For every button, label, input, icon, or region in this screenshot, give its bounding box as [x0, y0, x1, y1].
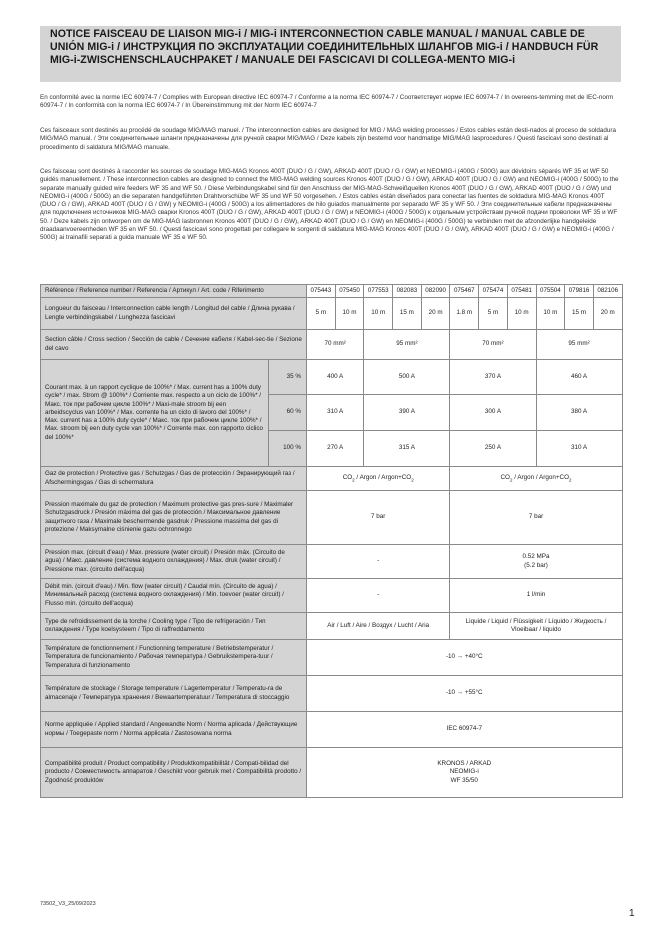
length-cell: 10 m: [364, 298, 393, 330]
compat-label: Compatibilité produit / Product compatibility / Produktkompatibilität / Compati-bilidad del producto / Совместимость аппаратов / Geschikt voor gebruik met / Compatibilità prodotto / Zgodność produktów: [41, 748, 307, 798]
length-cell: 10 m: [536, 298, 565, 330]
length-row: [41, 298, 623, 330]
length-cell: 5 m: [307, 298, 336, 330]
cooling-label: Type de refroidissement de la torche / Cooling type / Tipo de refrigeración / Тип охлаждения / Type koelsysteem / Tipo di raffreddamento: [41, 613, 307, 640]
current-cell: 390 A: [364, 395, 450, 431]
connection-paragraph: Ces faisceau sont destinés à raccorder les sources de soudage MIG-MAG Kronos 400T (DUO / G / GW), ARKAD 400T (DUO / G / GW) et NEOMIG-i (400G / 500G) aux dévidoirs séparés WF 35 et WF 50 guidés manuellement. / These interconnection cables are designed to connect the MIG-MAG welding sources Kronos 400T (DUO / G / GW), ARKAD 400T (DUO / G / GW) and NEOMIG-i (400G / 500G) to the separate manually guided wire feeders WF 35 and WF 50. / Diese Verbindungskabel sind für den Anschluss der MIG-MAG-Schweißquellen Kronos 400T (DUO / G / GW), ARKAD 400T (DUO / G / GW) und NEOMIG-i (400G / 500G) an die separaten handgeführten Drahtvorschübe WF 35 und WF 50 vorgesehen. / Estos cables están diseñados para conectar las fuentes de soldadura MIG-MAG Kronos 400T (DUO / G / GW), ARKAD 400T (DUO / G / GW) y NEOMIG-i (400G / 500G) a los alimentadores de hilo guiados manualmente por separado WF 35 y WF 50. / Эти соединительные кабели предназначены для подключения источников MIG-MAG сварки Kronos 400T (DUO / G / GW), ARKAD 400T (DUO / G / GW) и NEOMIG-i (400G / 500G) к отдельным устройствам ручной подачи проволоки WF 35 и WF 50. / Deze kabels zijn ontworpen om de MIG-MAG lasbronnen Kronos 400T (DUO / G / GW), ARKAD 400T (DUO / G / GW) en NEOMIG-i (400G / 500G) te verbinden met de afzonderlijke handgeleide draadaanvoereenheden WF 35 en WF 50. / Questi fascicavi sono progettati per collegare le sorgenti di saldatura MIG-MAG Kronos 400T (DUO / G / GW), ARKAD 400T (DUO / G / GW) e NEOMIG-i (400G / 500G) ai trainafili separati a guida manuale WF 35 e WF 50.: [40, 168, 619, 242]
ref-cell: 075504: [536, 285, 565, 298]
current-label: Courant max. à un rapport cyclique de 100%* / Max. current has a 100% duty cycle* / max. Strom @ 100%* / Corriente max. respecto a un ciclo de 100%* / Макс. ток при рабочем цикле 100%* / Maxi-male stroom bij een arbeidscyclus van 100%* / Max. corrente ha un ciclo di lavoro del 100%* / Max. current has a 100% duty cycle* / Макс. ток при рабочем цикле 100%* / Max. stroom bij een duty cycle van 100%* / Corrente max. con rapporto ciclico del 100%*: [41, 360, 269, 467]
storage-temp-value: -10 → +55°C: [307, 676, 623, 712]
current-cell: 400 A: [307, 360, 364, 395]
gas-cell-air: $CO_2$ / Argon / $Argon+CO_2$: [307, 467, 450, 491]
norm-label: Norme appliquée / Applied standard / Angewandte Norm / Norma aplicada / Действующие нормы / Toegepaste norm / Norma applicata / Zastosowana norma: [41, 712, 307, 748]
document-header: [40, 26, 621, 82]
cooling-row: [41, 613, 623, 640]
current-cell: 370 A: [450, 360, 536, 395]
storage-temp-row: [41, 676, 623, 712]
norm-row: [41, 712, 623, 748]
current-cell: 250 A: [450, 431, 536, 467]
document-code: 73502_V3_25/09/2023: [40, 901, 96, 907]
compat-row: [41, 748, 623, 798]
section-cell: 95 mm²: [536, 330, 622, 360]
current-cell: 270 A: [307, 431, 364, 467]
length-cell: 20 m: [593, 298, 622, 330]
length-cell: 20 m: [421, 298, 450, 330]
gas-pressure-label: Pression maximale du gaz de protection / Maximum protective gas pres-sure / Maximaler Schutzgasdruck / Presión máxima del gas de protección / Максимальное давление защитного газа / Maximale beschermende gasdruk / Pressione massima del gas di protezione / Maksymalne ciśnienie gazu ochronnego: [41, 491, 307, 545]
ref-cell: 075481: [507, 285, 536, 298]
op-temp-value: -10 → +40°C: [307, 640, 623, 676]
current-cell: 310 A: [536, 431, 622, 467]
gas-cell-liquid: $CO_2$ / Argon / $Argon+CO_2$: [450, 467, 622, 491]
reference-label: Référence / Reference number / Referencia / Артикул / Art. code / Riferimento: [41, 285, 307, 298]
length-cell: 15 m: [565, 298, 594, 330]
water-pressure-row: [41, 545, 623, 579]
section-label: Section câble / Cross section / Sección de cable / Сечение кабеля / Kabel-sec-tie / Sezione del cavo: [41, 330, 307, 360]
document-title: NOTICE FAISCEAU DE LIAISON MIG-i / MIG-i INTERCONNECTION CABLE MANUAL / MANUAL CABLE DE UNIÓN MIG-i / ИНСТРУКЦИЯ ПО ЭКСПЛУАТАЦИИ СОЕДИНИТЕЛЬНЫХ ШЛАНГОВ MIG-i / HANDBUCH FÜR MIG-i-ZWISCHENSCHLAUCHPAKET / MANUALE DEI FASCICAVI DI COLLEGA-MENTO MIG-i: [50, 28, 599, 67]
gas-label: Gaz de protection / Protective gas / Schutzgas / Gas de protección / Экранирующий газ / Afschermingsgas / Gas di schermatura: [41, 467, 307, 491]
compliance-paragraph: En conformité avec la norme IEC 60974-7 / Complies with European directive IEC 60974-7 / Conforme a la norma IEC 60974-7 / Соответствует норме IEC 60974-7 / In overeens-temming met de IEC-norm 60974-7 / In conformità con la norma IEC 60974-7 / In Übereinstimmung mit der Norm IEC 60974-7: [40, 94, 614, 110]
ref-cell: 075474: [479, 285, 508, 298]
section-cell: 70 mm²: [307, 330, 364, 360]
norm-value: IEC 60974-7: [307, 712, 623, 748]
cooling-air: Air / Luft / Aire / Воздух / Lucht / Aria: [307, 613, 450, 640]
ref-cell: 075450: [335, 285, 364, 298]
reference-row: [41, 285, 623, 298]
gas-row: [41, 467, 623, 491]
current-cell: 310 A: [307, 395, 364, 431]
section-row: [41, 330, 623, 360]
flow-air: -: [307, 579, 450, 613]
length-cell: 15 m: [393, 298, 422, 330]
current-cell: 460 A: [536, 360, 622, 395]
section-cell: 70 mm²: [450, 330, 536, 360]
compat-value: KRONOS / ARKAD NEOMIG-i WF 35/50: [307, 748, 623, 798]
gas-pressure-row: [41, 491, 623, 545]
length-cell: 10 m: [335, 298, 364, 330]
cooling-liquid: Liquide / Liquid / Flüssigkeit / Líquido / Жидкость / Vloeibaar / liquido: [450, 613, 622, 640]
ref-cell: 077553: [364, 285, 393, 298]
current-cell: 380 A: [536, 395, 622, 431]
spec-table: [40, 284, 623, 798]
current-row-35: [41, 360, 623, 395]
ref-cell: 075467: [450, 285, 479, 298]
storage-temp-label: Température de stockage / Storage temperature / Lagertemperatur / Temperatu-ra de almacenaje / Температура хранения / Bewaartemperatuur / Temperatura di stoccaggio: [41, 676, 307, 712]
gas-pressure-air: 7 bar: [307, 491, 450, 545]
current-cell: 300 A: [450, 395, 536, 431]
flow-row: [41, 579, 623, 613]
duty-cycle-60: 60 %: [269, 395, 307, 431]
current-cell: 500 A: [364, 360, 450, 395]
duty-cycle-100: 100 %: [269, 431, 307, 467]
length-cell: 5 m: [479, 298, 508, 330]
flow-label: Débit min. (circuit d'eau) / Min. flow (water circuit) / Caudal mín. (Circuito de agua) / Минимальный расход (система водного охлаждения) / Min. toevoer (water circuit) / Flusso min. (circuito dell'acqua): [41, 579, 307, 613]
flow-liquid: 1 l/min: [450, 579, 622, 613]
length-label: Longueur du faisceau / Interconnection cable length / Longitud del cable / Длина рукава / Lengte verbindingskabel / Lunghezza fascicavi: [41, 298, 307, 330]
water-pressure-liquid: 0.52 MPa (5.2 bar): [450, 545, 622, 579]
page-number: 1: [629, 908, 635, 919]
length-cell: 1.8 m: [450, 298, 479, 330]
op-temp-label: Température de fonctionnement / Functionning temperature / Betriebstemperatur / Temperatura de funcionamiento / Рабочая температура / Gebruikstempera-tuur / Temperatura di funzionamento: [41, 640, 307, 676]
op-temp-row: [41, 640, 623, 676]
ref-cell: 082090: [421, 285, 450, 298]
duty-cycle-35: 35 %: [269, 360, 307, 395]
purpose-paragraph: Ces faisceaux sont destinés au procédé de soudage MIG/MAG manuel. / The interconnection cables are designed for MIG / MAG welding processes / Estos cables están desti-nados al proceso de soldadura MIG/MAG manual. / Эти соединительные шланги предназначены для ручной сварки MIG/MAG / Deze kabels zijn bestemd voor handmatige MIG/MAG lasprocedures / Questi fascicavi sono destinati al procedimento di saldatura MIG/MAG manuale.: [40, 127, 617, 151]
section-cell: 95 mm²: [364, 330, 450, 360]
water-pressure-air: -: [307, 545, 450, 579]
gas-pressure-liquid: 7 bar: [450, 491, 622, 545]
ref-cell: 075443: [307, 285, 336, 298]
current-cell: 315 A: [364, 431, 450, 467]
ref-cell: 079816: [565, 285, 594, 298]
ref-cell: 082083: [393, 285, 422, 298]
length-cell: 10 m: [507, 298, 536, 330]
water-pressure-label: Pression max. (circuit d'eau) / Max. pressure (water circuit) / Presión máx. (Circuito de agua) / Макс. давление (система водного охлаждения) / Max. druk (water circuit) / Pressione max. (circuito dell'acqua): [41, 545, 307, 579]
ref-cell: 082106: [593, 285, 622, 298]
